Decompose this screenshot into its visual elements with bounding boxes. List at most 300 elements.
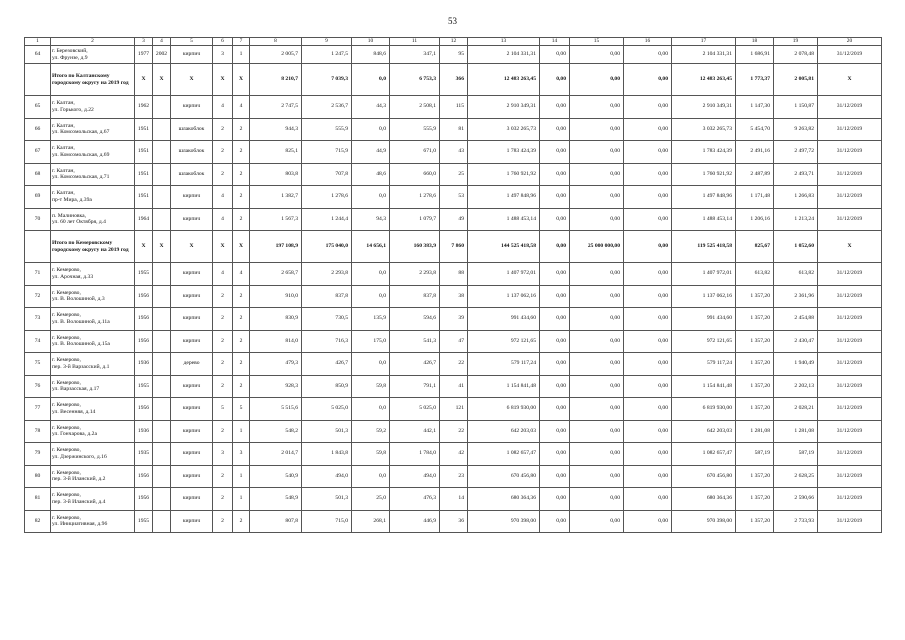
table-cell: 38 bbox=[440, 285, 468, 308]
table-cell: 0,00 bbox=[540, 465, 570, 488]
table-cell: 1955 bbox=[135, 375, 153, 398]
table-cell: 4 bbox=[213, 263, 233, 286]
table-cell bbox=[153, 465, 171, 488]
row-number-cell: 75 bbox=[25, 353, 51, 376]
table-cell: 1951 bbox=[135, 118, 153, 141]
table-cell: 1956 bbox=[135, 465, 153, 488]
column-number: 11 bbox=[390, 38, 440, 46]
table-cell: 0,00 bbox=[624, 443, 672, 466]
table-cell: 1 357,20 bbox=[736, 510, 774, 533]
address-cell: г. Кемерово, ул. Инициативная, д.96 bbox=[51, 510, 135, 533]
column-number: 16 bbox=[624, 38, 672, 46]
table-cell: 0,00 bbox=[624, 186, 672, 209]
address-cell: г. Калтан, ул. Комсомольская, д.69 bbox=[51, 141, 135, 164]
table-cell: 1 357,20 bbox=[736, 308, 774, 331]
table-cell: 5 025,0 bbox=[390, 398, 440, 421]
table-cell: 1 082 657,47 bbox=[468, 443, 540, 466]
table-cell: 825,67 bbox=[736, 231, 774, 263]
table-cell: 548,9 bbox=[250, 488, 302, 511]
row-number-cell: 65 bbox=[25, 96, 51, 119]
table-cell: 0,00 bbox=[624, 64, 672, 96]
address-cell: п. Малиновка, ул. 60 лет Октября, д.4 bbox=[51, 208, 135, 231]
table-cell bbox=[153, 398, 171, 421]
table-cell: шлакоблок bbox=[171, 163, 213, 186]
table-row bbox=[25, 96, 882, 119]
table-cell: 0,00 bbox=[624, 398, 672, 421]
table-cell: шлакоблок bbox=[171, 118, 213, 141]
table-cell bbox=[153, 510, 171, 533]
table-cell: X bbox=[153, 231, 171, 263]
table-cell: 791,1 bbox=[390, 375, 440, 398]
table-cell: 1951 bbox=[135, 141, 153, 164]
column-number: 10 bbox=[352, 38, 390, 46]
table-cell: 0,00 bbox=[570, 420, 624, 443]
table-cell: 0,00 bbox=[570, 443, 624, 466]
table-cell: 0,00 bbox=[624, 353, 672, 376]
table-cell: 0,00 bbox=[540, 208, 570, 231]
table-cell: 0,00 bbox=[624, 118, 672, 141]
table-cell: 1 278,6 bbox=[302, 186, 352, 209]
table-cell: 670 456,80 bbox=[672, 465, 736, 488]
table-cell: 0,00 bbox=[624, 231, 672, 263]
table-row bbox=[25, 46, 882, 64]
deadline-cell: 31/12/2019 bbox=[818, 118, 882, 141]
table-cell: 555,9 bbox=[302, 118, 352, 141]
table-cell: 1 497 848,96 bbox=[468, 186, 540, 209]
table-cell: 0,00 bbox=[570, 465, 624, 488]
table-cell: 175 040,0 bbox=[302, 231, 352, 263]
table-row bbox=[25, 163, 882, 186]
table-cell: 95 bbox=[440, 46, 468, 64]
row-number-cell: 68 bbox=[25, 163, 51, 186]
table-cell: 0,00 bbox=[540, 488, 570, 511]
table-cell: 0,00 bbox=[540, 141, 570, 164]
table-cell: 1 843,8 bbox=[302, 443, 352, 466]
table-cell: кирпич bbox=[171, 285, 213, 308]
deadline-cell: 31/12/2019 bbox=[818, 420, 882, 443]
table-cell: 837,8 bbox=[302, 285, 352, 308]
table-cell: кирпич bbox=[171, 263, 213, 286]
table-cell: X bbox=[153, 64, 171, 96]
table-cell: 5 025,0 bbox=[302, 398, 352, 421]
table-cell: 0,0 bbox=[352, 465, 390, 488]
table-cell bbox=[153, 163, 171, 186]
table-cell: 3 bbox=[213, 443, 233, 466]
table-cell: 1 686,91 bbox=[736, 46, 774, 64]
row-number-cell: 79 bbox=[25, 443, 51, 466]
table-cell: 0,00 bbox=[570, 118, 624, 141]
row-number-cell: 66 bbox=[25, 118, 51, 141]
table-cell: 830,9 bbox=[250, 308, 302, 331]
table-cell: 0,0 bbox=[352, 285, 390, 308]
table-cell: 14 656,1 bbox=[352, 231, 390, 263]
address-cell: г. Кемерово, ул. Варзасская, д.17 bbox=[51, 375, 135, 398]
table-cell: 5 515,6 bbox=[250, 398, 302, 421]
table-cell bbox=[153, 208, 171, 231]
table-row bbox=[25, 330, 882, 353]
table-cell: X bbox=[233, 231, 250, 263]
table-cell: 1 147,30 bbox=[736, 96, 774, 119]
deadline-cell: 31/12/2019 bbox=[818, 263, 882, 286]
table-cell: 1 278,6 bbox=[390, 186, 440, 209]
table-cell: 680 364,36 bbox=[672, 488, 736, 511]
table-cell: 39 bbox=[440, 308, 468, 331]
address-cell: г. Кемерово, ул. Арочная, д.33 bbox=[51, 263, 135, 286]
address-cell: г. Березовский, ул. Фрунзе, д.9 bbox=[51, 46, 135, 64]
column-number: 5 bbox=[171, 38, 213, 46]
table-cell: 0,00 bbox=[540, 186, 570, 209]
table-cell: 3 bbox=[233, 443, 250, 466]
table-cell: 0,00 bbox=[540, 420, 570, 443]
table-cell: 1 407 972,01 bbox=[468, 263, 540, 286]
address-cell: г. Кемерово, ул. Весенняя, д.14 bbox=[51, 398, 135, 421]
table-cell: 1 488 453,14 bbox=[468, 208, 540, 231]
table-cell: X bbox=[213, 231, 233, 263]
table-cell: 1 bbox=[233, 46, 250, 64]
column-number: 3 bbox=[135, 38, 153, 46]
table-cell: 44,9 bbox=[352, 141, 390, 164]
table-cell: 0,00 bbox=[570, 263, 624, 286]
table-cell: 1964 bbox=[135, 208, 153, 231]
table-cell: 0,00 bbox=[540, 263, 570, 286]
table-cell: 0,00 bbox=[540, 398, 570, 421]
table-cell: 0,00 bbox=[624, 308, 672, 331]
table-cell bbox=[153, 141, 171, 164]
table-cell: 0,00 bbox=[540, 443, 570, 466]
table-cell: 47 bbox=[440, 330, 468, 353]
table-row bbox=[25, 141, 882, 164]
table-cell: X bbox=[135, 64, 153, 96]
table-cell: 1956 bbox=[135, 398, 153, 421]
table-cell: 49 bbox=[440, 208, 468, 231]
table-cell: 2 493,71 bbox=[774, 163, 818, 186]
table-cell: 642 203,03 bbox=[468, 420, 540, 443]
table-cell: кирпич bbox=[171, 46, 213, 64]
table-cell: 2 bbox=[233, 375, 250, 398]
table-cell: 671,0 bbox=[390, 141, 440, 164]
table-cell: шлакоблок bbox=[171, 141, 213, 164]
table-cell: 0,00 bbox=[540, 231, 570, 263]
table-cell: кирпич bbox=[171, 465, 213, 488]
table-cell: 501,3 bbox=[302, 420, 352, 443]
address-cell: г. Кемерово, ул. В. Волошиной, д.15а bbox=[51, 330, 135, 353]
table-cell: 0,0 bbox=[352, 353, 390, 376]
row-number-cell: 78 bbox=[25, 420, 51, 443]
table-cell: 579 117,24 bbox=[672, 353, 736, 376]
table-cell: 197 108,9 bbox=[250, 231, 302, 263]
row-number-cell: 67 bbox=[25, 141, 51, 164]
table-cell: 36 bbox=[440, 510, 468, 533]
row-number-cell: 72 bbox=[25, 285, 51, 308]
table-cell: 1 784,0 bbox=[390, 443, 440, 466]
table-cell: 2 590,66 bbox=[774, 488, 818, 511]
table-row bbox=[25, 186, 882, 209]
table-row bbox=[25, 208, 882, 231]
table-cell: 1955 bbox=[135, 263, 153, 286]
address-cell: г. Калтан, ул. Горького, д.22 bbox=[51, 96, 135, 119]
column-number: 4 bbox=[153, 38, 171, 46]
row-number-cell: 69 bbox=[25, 186, 51, 209]
table-cell: кирпич bbox=[171, 488, 213, 511]
table-cell: 0,00 bbox=[570, 330, 624, 353]
table-cell: 0,00 bbox=[624, 263, 672, 286]
column-number: 9 bbox=[302, 38, 352, 46]
table-cell: 1 357,20 bbox=[736, 353, 774, 376]
table-cell: 2 202,13 bbox=[774, 375, 818, 398]
row-number-cell bbox=[25, 64, 51, 96]
table-cell: 4 bbox=[213, 208, 233, 231]
table-cell: 807,8 bbox=[250, 510, 302, 533]
table-cell: 1 079,7 bbox=[390, 208, 440, 231]
table-cell: 2 104 331,31 bbox=[672, 46, 736, 64]
table-cell: 2 005,81 bbox=[774, 64, 818, 96]
table-cell: 5 454,70 bbox=[736, 118, 774, 141]
table-cell: 2 bbox=[213, 330, 233, 353]
table-cell: кирпич bbox=[171, 420, 213, 443]
table-cell: 2 487,89 bbox=[736, 163, 774, 186]
table-cell: 2 361,96 bbox=[774, 285, 818, 308]
column-number: 19 bbox=[774, 38, 818, 46]
table-cell: 970 398,00 bbox=[468, 510, 540, 533]
table-cell: 825,1 bbox=[250, 141, 302, 164]
deadline-cell: 31/12/2019 bbox=[818, 510, 882, 533]
table-cell: 1 940,49 bbox=[774, 353, 818, 376]
table-cell: 1 760 921,92 bbox=[672, 163, 736, 186]
table-cell: 1956 bbox=[135, 285, 153, 308]
table-cell: 0,00 bbox=[540, 353, 570, 376]
table-cell: 1 171,48 bbox=[736, 186, 774, 209]
table-cell: 6 819 930,00 bbox=[468, 398, 540, 421]
table-cell: 2 430,47 bbox=[774, 330, 818, 353]
row-number-cell: 74 bbox=[25, 330, 51, 353]
deadline-cell: 31/12/2019 bbox=[818, 163, 882, 186]
table-cell: 2 bbox=[213, 488, 233, 511]
table-cell: 12 483 263,45 bbox=[672, 64, 736, 96]
table-cell: 1 760 921,92 bbox=[468, 163, 540, 186]
table-cell: 2 bbox=[213, 163, 233, 186]
table-cell: 0,0 bbox=[352, 186, 390, 209]
table-cell: 2 293,8 bbox=[390, 263, 440, 286]
table-cell: 2 bbox=[233, 285, 250, 308]
table-cell: 94,3 bbox=[352, 208, 390, 231]
table-cell: 0,00 bbox=[570, 208, 624, 231]
table-cell: 1 137 062,16 bbox=[672, 285, 736, 308]
table-cell: 1977 bbox=[135, 46, 153, 64]
table-cell: 494,0 bbox=[302, 465, 352, 488]
table-row bbox=[25, 118, 882, 141]
table-cell: 479,3 bbox=[250, 353, 302, 376]
table-cell: 0,00 bbox=[570, 141, 624, 164]
table-cell: 579 117,24 bbox=[468, 353, 540, 376]
table-cell: 1 bbox=[233, 488, 250, 511]
table-cell: 1 357,20 bbox=[736, 285, 774, 308]
address-cell: г. Калтан, пр-т Мира, д.39а bbox=[51, 186, 135, 209]
deadline-cell: 31/12/2019 bbox=[818, 443, 882, 466]
table-cell: 1936 bbox=[135, 420, 153, 443]
column-number: 17 bbox=[672, 38, 736, 46]
table-cell: 476,3 bbox=[390, 488, 440, 511]
table-cell: 2 bbox=[213, 465, 233, 488]
address-cell: г. Кемерово, пер. 3-й Иланский, д.4 bbox=[51, 488, 135, 511]
column-number: 20 bbox=[818, 38, 882, 46]
table-cell: 0,00 bbox=[624, 46, 672, 64]
table-cell: 2 293,8 bbox=[302, 263, 352, 286]
table-cell: 43 bbox=[440, 141, 468, 164]
table-cell: 0,0 bbox=[352, 398, 390, 421]
deadline-cell: 31/12/2019 bbox=[818, 398, 882, 421]
table-cell: 6 819 930,00 bbox=[672, 398, 736, 421]
table-cell: 2 bbox=[233, 208, 250, 231]
table-cell: 1 bbox=[233, 420, 250, 443]
table-cell: 6 753,3 bbox=[390, 64, 440, 96]
table-cell: 2 bbox=[233, 353, 250, 376]
table-cell: 1 154 841,48 bbox=[672, 375, 736, 398]
row-number-cell: 76 bbox=[25, 375, 51, 398]
table-cell: 716,3 bbox=[302, 330, 352, 353]
table-cell: 1 357,20 bbox=[736, 488, 774, 511]
table-cell: 0,00 bbox=[570, 353, 624, 376]
table-cell bbox=[153, 420, 171, 443]
deadline-cell: X bbox=[818, 64, 882, 96]
table-row bbox=[25, 443, 882, 466]
table-cell: кирпич bbox=[171, 375, 213, 398]
row-number-cell bbox=[25, 231, 51, 263]
table-cell: 0,00 bbox=[624, 285, 672, 308]
table-cell: 0,00 bbox=[570, 510, 624, 533]
table-cell: 2 bbox=[213, 375, 233, 398]
table-cell bbox=[153, 118, 171, 141]
column-number: 6 bbox=[213, 38, 233, 46]
table-cell: 160 383,9 bbox=[390, 231, 440, 263]
table-cell: 42 bbox=[440, 443, 468, 466]
table-cell: 25 bbox=[440, 163, 468, 186]
table-cell: 0,00 bbox=[624, 208, 672, 231]
table-cell: 1 783 424,39 bbox=[468, 141, 540, 164]
table-cell: 2 bbox=[213, 141, 233, 164]
table-cell: 4 bbox=[233, 263, 250, 286]
table-cell: 1 137 062,16 bbox=[468, 285, 540, 308]
subtotal-row bbox=[25, 64, 882, 96]
deadline-cell: 31/12/2019 bbox=[818, 96, 882, 119]
table-cell: 910,0 bbox=[250, 285, 302, 308]
table-cell: 2 733,93 bbox=[774, 510, 818, 533]
deadline-cell: X bbox=[818, 231, 882, 263]
table-cell: 0,00 bbox=[570, 398, 624, 421]
table-cell: 44,3 bbox=[352, 96, 390, 119]
table-cell: 0,00 bbox=[624, 330, 672, 353]
table-cell: 1956 bbox=[135, 330, 153, 353]
row-number-cell: 73 bbox=[25, 308, 51, 331]
table-cell: кирпич bbox=[171, 510, 213, 533]
table-cell bbox=[153, 263, 171, 286]
table-cell: 1 206,16 bbox=[736, 208, 774, 231]
deadline-cell: 31/12/2019 bbox=[818, 186, 882, 209]
table-cell: 848,6 bbox=[352, 46, 390, 64]
table-cell: 1 052,60 bbox=[774, 231, 818, 263]
table-cell: 991 434,60 bbox=[468, 308, 540, 331]
row-number-cell: 77 bbox=[25, 398, 51, 421]
housing-register-table bbox=[24, 37, 882, 533]
deadline-cell: 31/12/2019 bbox=[818, 488, 882, 511]
address-cell: г. Калтан, ул. Комсомольская, д.67 bbox=[51, 118, 135, 141]
table-cell: 2 bbox=[233, 186, 250, 209]
table-cell: X bbox=[171, 64, 213, 96]
table-cell bbox=[153, 308, 171, 331]
row-number-cell: 64 bbox=[25, 46, 51, 64]
table-cell: 5 bbox=[233, 398, 250, 421]
table-cell: 2 014,7 bbox=[250, 443, 302, 466]
table-cell: 1 357,20 bbox=[736, 465, 774, 488]
table-cell: 1 497 848,96 bbox=[672, 186, 736, 209]
table-cell: 1 150,87 bbox=[774, 96, 818, 119]
deadline-cell: 31/12/2019 bbox=[818, 375, 882, 398]
table-cell: 12 483 263,45 bbox=[468, 64, 540, 96]
table-cell: 944,3 bbox=[250, 118, 302, 141]
table-cell: 2 508,1 bbox=[390, 96, 440, 119]
table-cell: 1 082 657,47 bbox=[672, 443, 736, 466]
table-cell: 366 bbox=[440, 64, 468, 96]
table-cell: 1 244,4 bbox=[302, 208, 352, 231]
table-cell: кирпич bbox=[171, 443, 213, 466]
table-cell: 3 bbox=[213, 46, 233, 64]
table-cell: 613,82 bbox=[774, 263, 818, 286]
table-cell bbox=[153, 488, 171, 511]
table-cell: 0,00 bbox=[540, 46, 570, 64]
table-cell: 0,00 bbox=[540, 163, 570, 186]
table-row bbox=[25, 488, 882, 511]
page-number: 53 bbox=[448, 16, 457, 26]
table-cell: 0,00 bbox=[570, 186, 624, 209]
table-cell: 1 247,5 bbox=[302, 46, 352, 64]
table-cell: 1951 bbox=[135, 186, 153, 209]
table-cell: 81 bbox=[440, 118, 468, 141]
table-cell: 594,6 bbox=[390, 308, 440, 331]
table-cell: 22 bbox=[440, 353, 468, 376]
row-number-cell: 80 bbox=[25, 465, 51, 488]
column-number: 7 bbox=[233, 38, 250, 46]
table-cell: 1936 bbox=[135, 353, 153, 376]
column-number-row bbox=[25, 38, 882, 46]
table-cell: 2 bbox=[213, 118, 233, 141]
table-cell: 22 bbox=[440, 420, 468, 443]
table-cell: 1 154 841,48 bbox=[468, 375, 540, 398]
column-number: 2 bbox=[51, 38, 135, 46]
table-cell: 587,19 bbox=[774, 443, 818, 466]
table-cell: кирпич bbox=[171, 330, 213, 353]
table-cell: 803,8 bbox=[250, 163, 302, 186]
table-cell bbox=[153, 443, 171, 466]
table-cell: 0,00 bbox=[540, 96, 570, 119]
table-cell: 1955 bbox=[135, 510, 153, 533]
table-cell: 494,0 bbox=[390, 465, 440, 488]
table-cell: 2 bbox=[233, 163, 250, 186]
table-cell: 1935 bbox=[135, 443, 153, 466]
table-cell: 715,9 bbox=[302, 141, 352, 164]
table-cell: 5 bbox=[213, 398, 233, 421]
table-cell: 0,0 bbox=[352, 263, 390, 286]
table-cell: 268,1 bbox=[352, 510, 390, 533]
table-cell: 135,9 bbox=[352, 308, 390, 331]
table-cell: 1956 bbox=[135, 308, 153, 331]
table-cell: 0,00 bbox=[570, 488, 624, 511]
table-cell: 7 860 bbox=[440, 231, 468, 263]
table-cell: 991 434,60 bbox=[672, 308, 736, 331]
address-cell: г. Кемерово, ул. Дзержинского, д.16 bbox=[51, 443, 135, 466]
table-cell: 3 032 265,73 bbox=[468, 118, 540, 141]
column-number: 15 bbox=[570, 38, 624, 46]
table-cell: 2 bbox=[213, 353, 233, 376]
table-cell: 1 281,08 bbox=[774, 420, 818, 443]
